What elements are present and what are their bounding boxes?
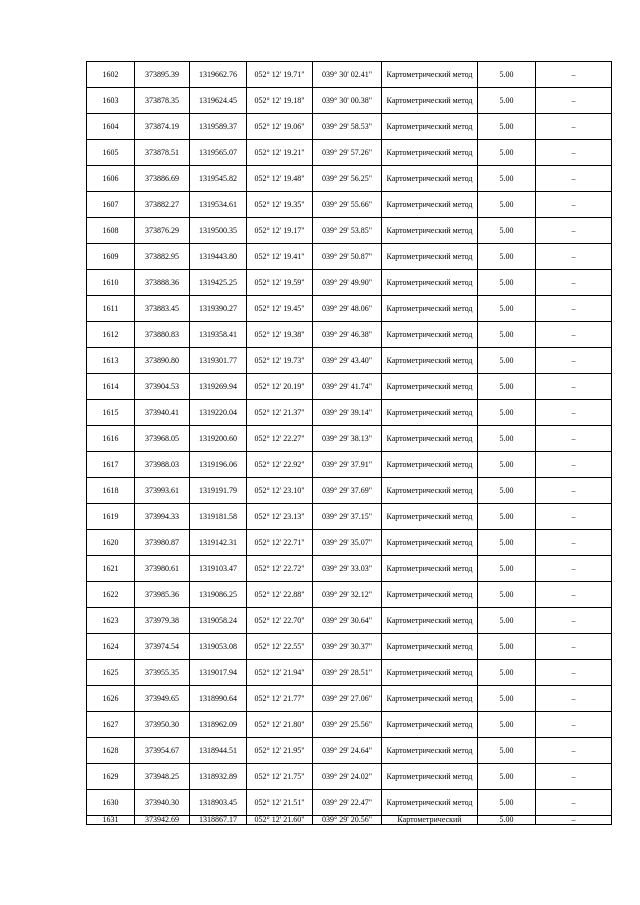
point-number-cell: 1607 [87,192,135,218]
method-cell: Картометрический метод [382,738,478,764]
latitude-cell: 052° 12' 21.80" [247,712,313,738]
table-row [87,582,612,608]
accuracy-cell: 5.00 [478,348,536,374]
y-coordinate-cell: 1319196.06 [190,452,247,478]
note-cell: – [536,452,612,478]
accuracy-cell: 5.00 [478,660,536,686]
y-coordinate-cell: 1319181.58 [190,504,247,530]
table-row [87,426,612,452]
y-coordinate-cell: 1319545.82 [190,166,247,192]
latitude-cell: 052° 12' 19.71" [247,62,313,88]
table-row [87,166,612,192]
longitude-cell: 039° 29' 30.37" [313,634,382,660]
latitude-cell: 052° 12' 22.27" [247,426,313,452]
latitude-cell: 052° 12' 19.17" [247,218,313,244]
x-coordinate-cell: 373878.51 [135,140,190,166]
note-cell: – [536,426,612,452]
x-coordinate-cell: 373988.03 [135,452,190,478]
point-number-cell: 1606 [87,166,135,192]
latitude-cell: 052° 12' 23.10" [247,478,313,504]
point-number-cell: 1602 [87,62,135,88]
x-coordinate-cell: 373994.33 [135,504,190,530]
longitude-cell: 039° 29' 33.03" [313,556,382,582]
note-cell: – [536,244,612,270]
method-cell: Картометрический метод [382,608,478,634]
x-coordinate-cell: 373880.83 [135,322,190,348]
accuracy-cell: 5.00 [478,530,536,556]
point-number-cell: 1615 [87,400,135,426]
longitude-cell: 039° 29' 27.06" [313,686,382,712]
x-coordinate-cell: 373948.25 [135,764,190,790]
longitude-cell: 039° 29' 24.02" [313,764,382,790]
y-coordinate-cell: 1319053.08 [190,634,247,660]
longitude-cell: 039° 29' 46.38" [313,322,382,348]
y-coordinate-cell: 1319589.37 [190,114,247,140]
longitude-cell: 039° 29' 43.40" [313,348,382,374]
longitude-cell: 039° 29' 39.14" [313,400,382,426]
x-coordinate-cell: 373940.41 [135,400,190,426]
note-cell: – [536,88,612,114]
longitude-cell: 039° 29' 28.51" [313,660,382,686]
y-coordinate-cell: 1318867.17 [190,816,247,825]
note-cell: – [536,270,612,296]
point-number-cell: 1617 [87,452,135,478]
latitude-cell: 052° 12' 21.75" [247,764,313,790]
y-coordinate-cell: 1319086.25 [190,582,247,608]
longitude-cell: 039° 29' 50.87" [313,244,382,270]
x-coordinate-cell: 373974.54 [135,634,190,660]
accuracy-cell: 5.00 [478,426,536,452]
method-cell: Картометрический метод [382,88,478,114]
table-row [87,400,612,426]
y-coordinate-cell: 1319200.60 [190,426,247,452]
table-row [87,348,612,374]
point-number-cell: 1608 [87,218,135,244]
latitude-cell: 052° 12' 21.95" [247,738,313,764]
x-coordinate-cell: 373904.53 [135,374,190,400]
method-cell: Картометрический метод [382,582,478,608]
method-cell: Картометрический метод [382,426,478,452]
point-number-cell: 1628 [87,738,135,764]
latitude-cell: 052° 12' 23.13" [247,504,313,530]
x-coordinate-cell: 373942.69 [135,816,190,825]
accuracy-cell: 5.00 [478,478,536,504]
x-coordinate-cell: 373954.67 [135,738,190,764]
accuracy-cell: 5.00 [478,374,536,400]
y-coordinate-cell: 1319269.94 [190,374,247,400]
point-number-cell: 1603 [87,88,135,114]
method-cell: Картометрический метод [382,270,478,296]
longitude-cell: 039° 29' 38.13" [313,426,382,452]
method-cell: Картометрический метод [382,374,478,400]
accuracy-cell: 5.00 [478,764,536,790]
method-cell: Картометрический метод [382,530,478,556]
latitude-cell: 052° 12' 19.41" [247,244,313,270]
y-coordinate-cell: 1318903.45 [190,790,247,816]
accuracy-cell: 5.00 [478,400,536,426]
latitude-cell: 052° 12' 19.38" [247,322,313,348]
method-cell: Картометрический метод [382,296,478,322]
note-cell: – [536,140,612,166]
point-number-cell: 1631 [87,816,135,825]
longitude-cell: 039° 29' 25.56" [313,712,382,738]
table-body [87,62,612,825]
accuracy-cell: 5.00 [478,634,536,660]
table-row [87,88,612,114]
table-row [87,816,612,825]
method-cell: Картометрический метод [382,114,478,140]
table-row [87,504,612,530]
longitude-cell: 039° 29' 56.25" [313,166,382,192]
note-cell: – [536,790,612,816]
longitude-cell: 039° 29' 55.66" [313,192,382,218]
latitude-cell: 052° 12' 21.60" [247,816,313,825]
longitude-cell: 039° 29' 37.69" [313,478,382,504]
note-cell: – [536,478,612,504]
note-cell: – [536,530,612,556]
accuracy-cell: 5.00 [478,140,536,166]
note-cell: – [536,218,612,244]
x-coordinate-cell: 373874.19 [135,114,190,140]
method-cell: Картометрический метод [382,660,478,686]
latitude-cell: 052° 12' 22.72" [247,556,313,582]
point-number-cell: 1621 [87,556,135,582]
y-coordinate-cell: 1319017.94 [190,660,247,686]
table-row [87,478,612,504]
x-coordinate-cell: 373993.61 [135,478,190,504]
note-cell: – [536,582,612,608]
y-coordinate-cell: 1319301.77 [190,348,247,374]
latitude-cell: 052° 12' 22.70" [247,608,313,634]
note-cell: – [536,712,612,738]
accuracy-cell: 5.00 [478,192,536,218]
method-cell: Картометрический метод [382,62,478,88]
longitude-cell: 039° 29' 57.26" [313,140,382,166]
point-number-cell: 1611 [87,296,135,322]
point-number-cell: 1620 [87,530,135,556]
y-coordinate-cell: 1319662.76 [190,62,247,88]
x-coordinate-cell: 373890.80 [135,348,190,374]
y-coordinate-cell: 1319358.41 [190,322,247,348]
note-cell: – [536,374,612,400]
x-coordinate-cell: 373980.87 [135,530,190,556]
y-coordinate-cell: 1319425.25 [190,270,247,296]
method-cell: Картометрический метод [382,764,478,790]
longitude-cell: 039° 29' 24.64" [313,738,382,764]
table-row [87,114,612,140]
x-coordinate-cell: 373968.05 [135,426,190,452]
point-number-cell: 1604 [87,114,135,140]
table-row [87,790,612,816]
method-cell: Картометрический метод [382,400,478,426]
accuracy-cell: 5.00 [478,686,536,712]
latitude-cell: 052° 12' 20.19" [247,374,313,400]
latitude-cell: 052° 12' 22.88" [247,582,313,608]
table-row [87,218,612,244]
point-number-cell: 1629 [87,764,135,790]
note-cell: – [536,322,612,348]
longitude-cell: 039° 29' 37.91" [313,452,382,478]
point-number-cell: 1622 [87,582,135,608]
table-row [87,374,612,400]
note-cell: – [536,504,612,530]
note-cell: – [536,400,612,426]
accuracy-cell: 5.00 [478,712,536,738]
method-cell: Картометрический метод [382,504,478,530]
note-cell: – [536,556,612,582]
longitude-cell: 039° 29' 53.85" [313,218,382,244]
accuracy-cell: 5.00 [478,452,536,478]
longitude-cell: 039° 29' 35.07" [313,530,382,556]
latitude-cell: 052° 12' 21.37" [247,400,313,426]
accuracy-cell: 5.00 [478,218,536,244]
y-coordinate-cell: 1319220.04 [190,400,247,426]
note-cell: – [536,296,612,322]
latitude-cell: 052° 12' 19.45" [247,296,313,322]
x-coordinate-cell: 373888.36 [135,270,190,296]
latitude-cell: 052° 12' 22.71" [247,530,313,556]
latitude-cell: 052° 12' 19.73" [247,348,313,374]
y-coordinate-cell: 1319390.27 [190,296,247,322]
longitude-cell: 039° 29' 41.74" [313,374,382,400]
accuracy-cell: 5.00 [478,322,536,348]
longitude-cell: 039° 29' 20.56" [313,816,382,825]
longitude-cell: 039° 29' 49.90" [313,270,382,296]
x-coordinate-cell: 373985.36 [135,582,190,608]
table-row [87,452,612,478]
point-number-cell: 1616 [87,426,135,452]
y-coordinate-cell: 1319565.07 [190,140,247,166]
note-cell: – [536,608,612,634]
accuracy-cell: 5.00 [478,88,536,114]
note-cell: – [536,686,612,712]
point-number-cell: 1610 [87,270,135,296]
latitude-cell: 052° 12' 22.92" [247,452,313,478]
point-number-cell: 1627 [87,712,135,738]
accuracy-cell: 5.00 [478,62,536,88]
table-row [87,556,612,582]
latitude-cell: 052° 12' 21.77" [247,686,313,712]
longitude-cell: 039° 29' 30.64" [313,608,382,634]
accuracy-cell: 5.00 [478,270,536,296]
note-cell: – [536,166,612,192]
latitude-cell: 052° 12' 19.35" [247,192,313,218]
latitude-cell: 052° 12' 21.94" [247,660,313,686]
x-coordinate-cell: 373882.95 [135,244,190,270]
point-number-cell: 1623 [87,608,135,634]
x-coordinate-cell: 373980.61 [135,556,190,582]
longitude-cell: 039° 29' 37.15" [313,504,382,530]
accuracy-cell: 5.00 [478,738,536,764]
x-coordinate-cell: 373940.30 [135,790,190,816]
latitude-cell: 052° 12' 19.06" [247,114,313,140]
x-coordinate-cell: 373949.65 [135,686,190,712]
x-coordinate-cell: 373950.30 [135,712,190,738]
y-coordinate-cell: 1318990.64 [190,686,247,712]
table-row [87,686,612,712]
longitude-cell: 039° 29' 22.47" [313,790,382,816]
method-cell: Картометрический метод [382,140,478,166]
x-coordinate-cell: 373882.27 [135,192,190,218]
note-cell: – [536,114,612,140]
table-row [87,660,612,686]
x-coordinate-cell: 373979.38 [135,608,190,634]
coordinates-table [86,61,612,825]
table-row [87,192,612,218]
x-coordinate-cell: 373878.35 [135,88,190,114]
accuracy-cell: 5.00 [478,166,536,192]
x-coordinate-cell: 373955.35 [135,660,190,686]
accuracy-cell: 5.00 [478,296,536,322]
method-cell: Картометрический метод [382,322,478,348]
table-row [87,738,612,764]
x-coordinate-cell: 373876.29 [135,218,190,244]
note-cell: – [536,764,612,790]
accuracy-cell: 5.00 [478,816,536,825]
point-number-cell: 1613 [87,348,135,374]
method-cell: Картометрический метод [382,634,478,660]
table-row [87,634,612,660]
accuracy-cell: 5.00 [478,790,536,816]
point-number-cell: 1619 [87,504,135,530]
method-cell: Картометрический метод [382,712,478,738]
y-coordinate-cell: 1318962.09 [190,712,247,738]
y-coordinate-cell: 1319191.79 [190,478,247,504]
x-coordinate-cell: 373883.45 [135,296,190,322]
accuracy-cell: 5.00 [478,556,536,582]
point-number-cell: 1618 [87,478,135,504]
y-coordinate-cell: 1319534.61 [190,192,247,218]
method-cell: Картометрический метод [382,452,478,478]
note-cell: – [536,738,612,764]
point-number-cell: 1614 [87,374,135,400]
y-coordinate-cell: 1319624.45 [190,88,247,114]
y-coordinate-cell: 1319058.24 [190,608,247,634]
method-cell: Картометрический метод [382,218,478,244]
note-cell: – [536,660,612,686]
point-number-cell: 1630 [87,790,135,816]
table-row [87,244,612,270]
y-coordinate-cell: 1319443.80 [190,244,247,270]
longitude-cell: 039° 29' 58.53" [313,114,382,140]
y-coordinate-cell: 1319500.35 [190,218,247,244]
longitude-cell: 039° 29' 32.12" [313,582,382,608]
note-cell: – [536,192,612,218]
method-cell: Картометрический метод [382,166,478,192]
latitude-cell: 052° 12' 19.21" [247,140,313,166]
table-row [87,296,612,322]
table-row [87,712,612,738]
accuracy-cell: 5.00 [478,608,536,634]
note-cell: – [536,62,612,88]
table-row [87,608,612,634]
accuracy-cell: 5.00 [478,114,536,140]
table-row [87,530,612,556]
method-cell: Картометрический метод [382,192,478,218]
latitude-cell: 052° 12' 19.59" [247,270,313,296]
latitude-cell: 052° 12' 19.48" [247,166,313,192]
method-cell: Картометрический метод [382,556,478,582]
method-cell: Картометрический метод [382,244,478,270]
table-row [87,140,612,166]
method-cell: Картометрический метод [382,348,478,374]
note-cell: – [536,816,612,825]
note-cell: – [536,348,612,374]
latitude-cell: 052° 12' 22.55" [247,634,313,660]
latitude-cell: 052° 12' 19.18" [247,88,313,114]
method-cell: Картометрический [382,816,478,825]
accuracy-cell: 5.00 [478,504,536,530]
longitude-cell: 039° 30' 00.38" [313,88,382,114]
x-coordinate-cell: 373895.39 [135,62,190,88]
method-cell: Картометрический метод [382,790,478,816]
point-number-cell: 1609 [87,244,135,270]
accuracy-cell: 5.00 [478,582,536,608]
point-number-cell: 1624 [87,634,135,660]
table-row [87,322,612,348]
y-coordinate-cell: 1319103.47 [190,556,247,582]
table-row [87,764,612,790]
y-coordinate-cell: 1318944.51 [190,738,247,764]
latitude-cell: 052° 12' 21.51" [247,790,313,816]
table-row [87,62,612,88]
table-row [87,270,612,296]
longitude-cell: 039° 29' 48.06" [313,296,382,322]
x-coordinate-cell: 373886.69 [135,166,190,192]
point-number-cell: 1612 [87,322,135,348]
y-coordinate-cell: 1319142.31 [190,530,247,556]
point-number-cell: 1605 [87,140,135,166]
point-number-cell: 1625 [87,660,135,686]
note-cell: – [536,634,612,660]
y-coordinate-cell: 1318932.89 [190,764,247,790]
point-number-cell: 1626 [87,686,135,712]
accuracy-cell: 5.00 [478,244,536,270]
method-cell: Картометрический метод [382,478,478,504]
method-cell: Картометрический метод [382,686,478,712]
longitude-cell: 039° 30' 02.41" [313,62,382,88]
